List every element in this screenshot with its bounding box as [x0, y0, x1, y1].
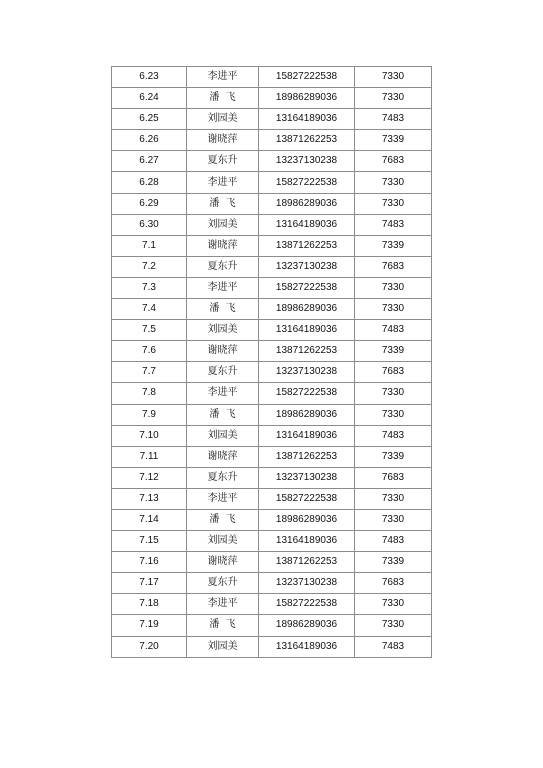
extension-cell: 7339: [355, 235, 432, 256]
extension-cell: 7330: [355, 509, 432, 530]
table-row: [112, 320, 432, 341]
table-row: [112, 615, 432, 636]
phone-cell: 15827222538: [259, 277, 355, 298]
name-cell: 夏东升: [187, 362, 259, 383]
table-row: [112, 383, 432, 404]
name-cell: 李进平: [187, 172, 259, 193]
date-cell: 7.5: [112, 320, 187, 341]
table-row: [112, 488, 432, 509]
date-cell: 7.2: [112, 256, 187, 277]
extension-cell: 7330: [355, 277, 432, 298]
name-cell: 夏东升: [187, 573, 259, 594]
table-row: [112, 425, 432, 446]
name-cell: 谢晓萍: [187, 130, 259, 151]
table-row: [112, 88, 432, 109]
name-cell: 夏东升: [187, 467, 259, 488]
extension-cell: 7339: [355, 552, 432, 573]
date-cell: 7.6: [112, 341, 187, 362]
phone-cell: 13871262253: [259, 341, 355, 362]
name-cell: 李进平: [187, 383, 259, 404]
phone-cell: 13871262253: [259, 552, 355, 573]
name-cell: 潘 飞: [187, 299, 259, 320]
phone-cell: 13237130238: [259, 467, 355, 488]
table-row: [112, 109, 432, 130]
date-cell: 6.29: [112, 193, 187, 214]
name-cell: 李进平: [187, 488, 259, 509]
table-row: [112, 636, 432, 657]
extension-cell: 7339: [355, 341, 432, 362]
phone-cell: 15827222538: [259, 383, 355, 404]
name-cell: 谢晓萍: [187, 235, 259, 256]
name-cell: 刘园美: [187, 531, 259, 552]
name-cell: 潘 飞: [187, 404, 259, 425]
extension-cell: 7339: [355, 130, 432, 151]
name-cell: 刘园美: [187, 425, 259, 446]
phone-cell: 18986289036: [259, 615, 355, 636]
extension-cell: 7683: [355, 573, 432, 594]
extension-cell: 7330: [355, 67, 432, 88]
date-cell: 7.17: [112, 573, 187, 594]
name-cell: 谢晓萍: [187, 446, 259, 467]
name-cell: 潘 飞: [187, 88, 259, 109]
phone-cell: 18986289036: [259, 88, 355, 109]
extension-cell: 7339: [355, 446, 432, 467]
phone-cell: 18986289036: [259, 509, 355, 530]
name-cell: 夏东升: [187, 151, 259, 172]
phone-cell: 13237130238: [259, 362, 355, 383]
date-cell: 7.12: [112, 467, 187, 488]
phone-cell: 13871262253: [259, 130, 355, 151]
phone-cell: 13871262253: [259, 235, 355, 256]
phone-cell: 18986289036: [259, 193, 355, 214]
phone-cell: 13237130238: [259, 151, 355, 172]
date-cell: 7.19: [112, 615, 187, 636]
phone-cell: 13164189036: [259, 320, 355, 341]
table-row: [112, 151, 432, 172]
table-row: [112, 531, 432, 552]
phone-cell: 13164189036: [259, 109, 355, 130]
name-cell: 李进平: [187, 594, 259, 615]
table-row: [112, 235, 432, 256]
date-cell: 6.24: [112, 88, 187, 109]
extension-cell: 7483: [355, 531, 432, 552]
date-cell: 7.14: [112, 509, 187, 530]
date-cell: 7.15: [112, 531, 187, 552]
table-row: [112, 299, 432, 320]
table-row: [112, 509, 432, 530]
name-cell: 潘 飞: [187, 615, 259, 636]
extension-cell: 7683: [355, 467, 432, 488]
extension-cell: 7683: [355, 362, 432, 383]
extension-cell: 7683: [355, 256, 432, 277]
name-cell: 潘 飞: [187, 193, 259, 214]
phone-cell: 15827222538: [259, 488, 355, 509]
phone-cell: 13237130238: [259, 256, 355, 277]
date-cell: 7.8: [112, 383, 187, 404]
date-cell: 6.30: [112, 214, 187, 235]
date-cell: 7.3: [112, 277, 187, 298]
duty-schedule-body: [112, 67, 432, 658]
table-row: [112, 467, 432, 488]
date-cell: 6.27: [112, 151, 187, 172]
extension-cell: 7483: [355, 320, 432, 341]
extension-cell: 7483: [355, 109, 432, 130]
date-cell: 6.25: [112, 109, 187, 130]
extension-cell: 7330: [355, 299, 432, 320]
extension-cell: 7330: [355, 488, 432, 509]
name-cell: 谢晓萍: [187, 552, 259, 573]
phone-cell: 13237130238: [259, 573, 355, 594]
extension-cell: 7330: [355, 594, 432, 615]
phone-cell: 15827222538: [259, 172, 355, 193]
phone-cell: 13164189036: [259, 636, 355, 657]
table-row: [112, 172, 432, 193]
extension-cell: 7330: [355, 193, 432, 214]
name-cell: 夏东升: [187, 256, 259, 277]
name-cell: 刘园美: [187, 109, 259, 130]
date-cell: 7.1: [112, 235, 187, 256]
phone-cell: 15827222538: [259, 67, 355, 88]
date-cell: 6.26: [112, 130, 187, 151]
table-row: [112, 552, 432, 573]
table-row: [112, 277, 432, 298]
name-cell: 谢晓萍: [187, 341, 259, 362]
table-row: [112, 362, 432, 383]
phone-cell: 13164189036: [259, 531, 355, 552]
extension-cell: 7683: [355, 151, 432, 172]
date-cell: 7.7: [112, 362, 187, 383]
date-cell: 7.10: [112, 425, 187, 446]
extension-cell: 7483: [355, 636, 432, 657]
table-row: [112, 67, 432, 88]
phone-cell: 13164189036: [259, 425, 355, 446]
date-cell: 6.23: [112, 67, 187, 88]
date-cell: 7.4: [112, 299, 187, 320]
extension-cell: 7483: [355, 425, 432, 446]
table-row: [112, 214, 432, 235]
extension-cell: 7483: [355, 214, 432, 235]
extension-cell: 7330: [355, 615, 432, 636]
table-row: [112, 256, 432, 277]
phone-cell: 18986289036: [259, 299, 355, 320]
table-row: [112, 193, 432, 214]
name-cell: 刘园美: [187, 636, 259, 657]
name-cell: 李进平: [187, 277, 259, 298]
extension-cell: 7330: [355, 404, 432, 425]
date-cell: 7.16: [112, 552, 187, 573]
table-row: [112, 341, 432, 362]
duty-schedule-table: [111, 66, 432, 658]
date-cell: 7.11: [112, 446, 187, 467]
table-row: [112, 404, 432, 425]
table-row: [112, 130, 432, 151]
extension-cell: 7330: [355, 383, 432, 404]
name-cell: 刘园美: [187, 320, 259, 341]
extension-cell: 7330: [355, 172, 432, 193]
phone-cell: 13164189036: [259, 214, 355, 235]
name-cell: 刘园美: [187, 214, 259, 235]
phone-cell: 15827222538: [259, 594, 355, 615]
date-cell: 7.18: [112, 594, 187, 615]
date-cell: 7.13: [112, 488, 187, 509]
table-row: [112, 594, 432, 615]
table-row: [112, 446, 432, 467]
date-cell: 6.28: [112, 172, 187, 193]
table-row: [112, 573, 432, 594]
date-cell: 7.9: [112, 404, 187, 425]
extension-cell: 7330: [355, 88, 432, 109]
name-cell: 李进平: [187, 67, 259, 88]
date-cell: 7.20: [112, 636, 187, 657]
name-cell: 潘 飞: [187, 509, 259, 530]
phone-cell: 18986289036: [259, 404, 355, 425]
phone-cell: 13871262253: [259, 446, 355, 467]
